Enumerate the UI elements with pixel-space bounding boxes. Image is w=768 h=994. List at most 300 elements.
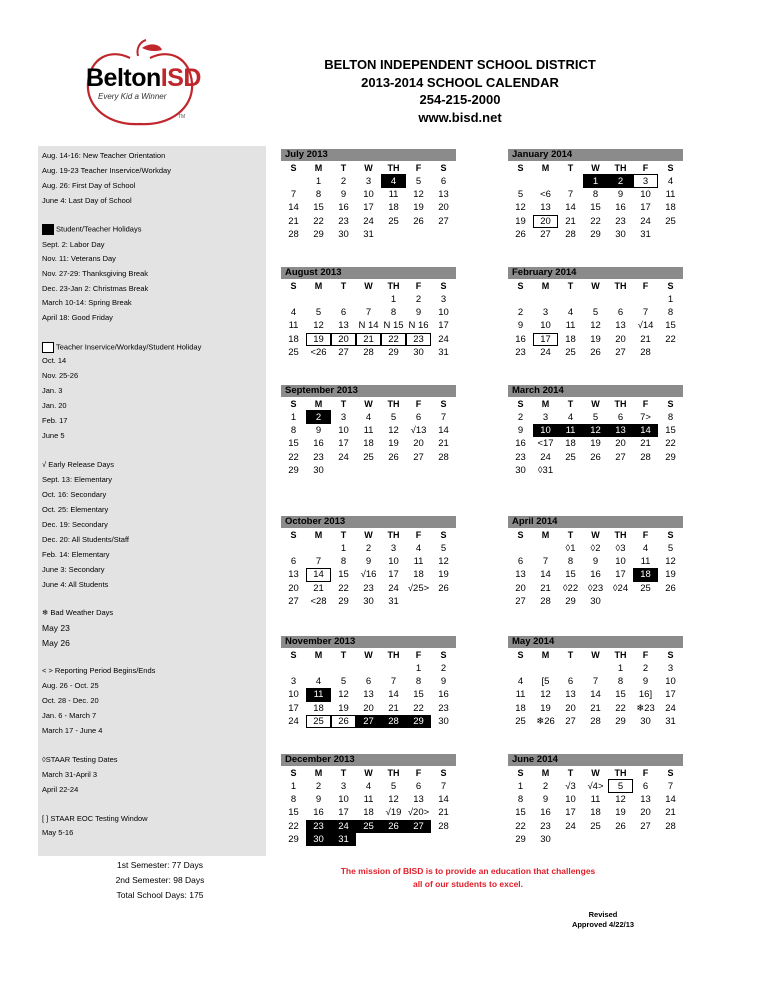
weekday-header: M — [314, 398, 323, 409]
day-cell — [633, 833, 658, 846]
day-cell: 1 — [390, 293, 397, 305]
weekday-header: S — [440, 767, 447, 778]
weekday-header: F — [415, 162, 422, 173]
weekday-header: S — [667, 398, 674, 409]
legend-item — [42, 284, 148, 293]
day-cell: 12 — [438, 555, 449, 567]
legend-item — [42, 371, 78, 380]
weekday-header: TH — [387, 649, 400, 660]
day-cell: 6 — [440, 175, 447, 187]
day-cell: ◊2 — [590, 542, 601, 554]
day-cell: 29 — [338, 596, 349, 608]
day-cell: 28 — [438, 451, 449, 463]
day-cell: 27 — [640, 820, 651, 832]
day-cell: 9 — [642, 675, 649, 687]
weekday-header: F — [642, 649, 649, 660]
day-cell: 2 — [517, 306, 524, 318]
weekday-header: M — [541, 767, 550, 778]
day-cell — [658, 346, 683, 359]
day-cell: 12 — [583, 424, 608, 437]
approved-date: Approved 4/22/13 — [571, 920, 635, 929]
legend-text: Student/Teacher Holidays — [56, 224, 142, 234]
day-cell: 16 — [313, 807, 324, 819]
day-cell: 22 — [665, 438, 676, 450]
day-cell: 21 — [540, 582, 551, 594]
legend-item — [42, 535, 129, 544]
weekday-header: T — [567, 767, 574, 778]
month-calendar — [281, 267, 456, 359]
day-cell — [583, 661, 608, 674]
day-cell: 26 — [590, 451, 601, 463]
day-cell — [633, 292, 658, 305]
day-cell: 25 — [515, 716, 526, 728]
weekday-header: S — [667, 280, 674, 291]
day-cell: 26 — [413, 215, 424, 227]
day-cell: [5 — [541, 675, 550, 687]
day-cell: 14 — [540, 569, 551, 581]
day-cell: 18 — [288, 333, 299, 345]
day-cell: √25> — [407, 582, 430, 594]
day-cell: 24 — [640, 215, 651, 227]
legend-item — [42, 580, 108, 589]
day-cell: 18 — [633, 568, 658, 581]
day-cell — [508, 541, 533, 554]
day-cell: ◊22 — [562, 582, 579, 594]
day-cell: 20 — [565, 702, 576, 714]
legend-item — [42, 785, 78, 794]
day-cell: 3 — [542, 411, 549, 423]
day-cell: 14 — [565, 202, 576, 214]
day-cell — [431, 228, 456, 241]
day-cell: 6 — [617, 306, 624, 318]
mission-line-2: all of our students to excel. — [412, 879, 524, 889]
day-cell: 21 — [288, 215, 299, 227]
day-cell: 17 — [338, 438, 349, 450]
day-cell: 10 — [338, 424, 349, 436]
day-cell: 11 — [288, 320, 299, 332]
day-cell — [533, 661, 558, 674]
weekday-header: TH — [614, 767, 627, 778]
day-cell: 19 — [665, 569, 676, 581]
day-cell: 30 — [615, 229, 626, 241]
month-calendar — [508, 149, 683, 241]
day-cell: 6 — [567, 675, 574, 687]
weekday-header: F — [415, 280, 422, 291]
weekday-header: TH — [614, 529, 627, 540]
day-cell: 27 — [438, 215, 449, 227]
day-cell: 3 — [390, 542, 397, 554]
weekday-header: T — [340, 767, 347, 778]
legend-text: Aug. 26: First Day of School — [42, 181, 136, 190]
district-name: BELTON INDEPENDENT SCHOOL DISTRICT — [324, 57, 596, 72]
legend-item — [42, 342, 201, 353]
month-calendar — [281, 516, 456, 608]
day-cell: 25 — [356, 820, 381, 833]
day-cell — [633, 464, 658, 477]
day-cell: 12 — [388, 424, 399, 436]
day-cell: 11 — [665, 188, 676, 200]
day-cell: 5 — [592, 411, 599, 423]
day-cell: 7 — [365, 306, 372, 318]
semester-2-total: 2nd Semester: 98 Days — [115, 875, 205, 885]
day-cell: ◊3 — [615, 542, 626, 554]
legend-item — [42, 505, 108, 514]
legend-text: Nov. 27-29: Thanksgiving Break — [42, 269, 149, 278]
legend-text: Feb. 17 — [42, 416, 68, 425]
day-cell: 31 — [640, 229, 651, 241]
weekday-header: S — [290, 280, 297, 291]
day-cell: 13 — [363, 689, 374, 701]
weekday-header: F — [642, 398, 649, 409]
day-cell — [356, 292, 381, 305]
day-cell: 21 — [640, 333, 651, 345]
day-cell: 4 — [365, 780, 372, 792]
day-cell: 20 — [615, 333, 626, 345]
day-cell: 2 — [315, 780, 322, 792]
day-cell — [558, 464, 583, 477]
weekday-header: S — [290, 398, 297, 409]
day-cell: 26 — [381, 820, 406, 833]
day-cell: 26 — [388, 451, 399, 463]
day-cell: 2 — [608, 174, 633, 187]
day-cell: 23 — [615, 215, 626, 227]
legend-item — [42, 770, 97, 779]
day-cell: 30 — [540, 834, 551, 846]
weekday-header: W — [364, 649, 373, 660]
day-cell: 31 — [438, 347, 449, 359]
day-cell: 29 — [388, 347, 399, 359]
day-cell — [381, 661, 406, 674]
day-cell — [381, 228, 406, 241]
weekday-header: T — [340, 649, 347, 660]
day-cell: 21 — [665, 807, 676, 819]
day-cell: 10 — [288, 689, 299, 701]
day-cell: 9 — [517, 320, 524, 332]
day-cell: 3 — [365, 175, 372, 187]
day-cell: 20 — [615, 438, 626, 450]
legend-text: [ ] STAAR EOC Testing Window — [42, 814, 148, 823]
day-cell: 19 — [615, 807, 626, 819]
day-cell: 3 — [542, 306, 549, 318]
day-cell: 7 — [567, 188, 574, 200]
weekday-header: T — [340, 529, 347, 540]
legend-text: Sept. 13: Elementary — [42, 475, 113, 484]
day-cell — [406, 464, 431, 477]
weekday-header: T — [340, 280, 347, 291]
day-cell: <28 — [310, 596, 327, 608]
day-cell: 19 — [590, 333, 601, 345]
weekday-header: W — [591, 649, 600, 660]
day-cell: 10 — [388, 555, 399, 567]
day-cell: 9 — [365, 555, 372, 567]
day-cell: 11 — [565, 320, 576, 332]
day-cell: N 15 — [383, 320, 404, 332]
day-cell: 21 — [565, 215, 576, 227]
weekday-header: S — [517, 649, 524, 660]
day-cell: 24 — [331, 820, 356, 833]
day-cell: 30 — [306, 833, 331, 846]
day-cell — [608, 292, 633, 305]
day-cell: 29 — [406, 715, 431, 728]
legend-text: Jan. 6 - March 7 — [42, 711, 97, 720]
month-calendar — [508, 385, 683, 477]
day-cell: 8 — [290, 424, 297, 436]
day-cell: 7 — [390, 675, 397, 687]
legend-item — [42, 696, 99, 705]
day-cell: 16 — [590, 569, 601, 581]
day-cell: 12 — [615, 793, 626, 805]
day-cell — [431, 464, 456, 477]
day-cell: 26 — [438, 582, 449, 594]
day-cell — [658, 464, 683, 477]
day-cell: 23 — [306, 820, 331, 833]
day-cell: 8 — [390, 306, 397, 318]
weekday-header: F — [415, 649, 422, 660]
day-cell: 3 — [667, 662, 674, 674]
legend-text: < > Reporting Period Begins/Ends — [42, 666, 156, 675]
day-cell: 21 — [438, 807, 449, 819]
legend-text: Oct. 28 - Dec. 20 — [42, 696, 99, 705]
legend-item — [42, 623, 70, 633]
day-cell: √3 — [565, 780, 576, 792]
month-title: April 2014 — [508, 516, 683, 528]
weekday-header: W — [364, 398, 373, 409]
legend-item — [42, 460, 114, 469]
day-cell: 7 — [542, 555, 549, 567]
weekday-header: S — [517, 280, 524, 291]
day-cell — [281, 292, 306, 305]
day-cell: 9 — [517, 424, 524, 436]
legend-item — [42, 431, 65, 440]
day-cell: 27 — [615, 451, 626, 463]
day-cell — [508, 174, 533, 187]
day-cell — [306, 292, 331, 305]
weekday-header: S — [290, 649, 297, 660]
logo-trademark: TM — [178, 114, 186, 120]
outline-square-icon — [42, 342, 54, 353]
day-cell: 14 — [633, 424, 658, 437]
weekday-header: S — [517, 529, 524, 540]
day-cell: 3 — [440, 293, 447, 305]
weekday-header: W — [591, 767, 600, 778]
legend-item — [42, 254, 116, 263]
day-cell: 24 — [565, 820, 576, 832]
day-cell: 13 — [413, 793, 424, 805]
day-cell: 10 — [540, 320, 551, 332]
day-cell: 10 — [363, 188, 374, 200]
day-cell: 12 — [515, 202, 526, 214]
day-cell: 7 — [440, 780, 447, 792]
day-cell: 18 — [413, 569, 424, 581]
weekday-header: TH — [614, 280, 627, 291]
day-cell: 5 — [340, 675, 347, 687]
legend-text: Dec. 19: Secondary — [42, 520, 108, 529]
day-cell: √14 — [637, 320, 654, 332]
legend-text: April 22-24 — [42, 785, 79, 794]
day-cell: ◊23 — [587, 582, 604, 594]
day-cell: 4 — [567, 306, 574, 318]
legend-item — [42, 814, 148, 823]
day-cell: 21 — [313, 582, 324, 594]
day-cell: 13 — [515, 569, 526, 581]
day-cell: 20 — [288, 582, 299, 594]
day-cell: 19 — [438, 569, 449, 581]
weekday-header: W — [364, 162, 373, 173]
day-cell: 4 — [290, 306, 297, 318]
weekday-header: M — [541, 280, 550, 291]
day-cell — [356, 833, 381, 846]
day-cell: 14 — [388, 689, 399, 701]
day-cell: 11 — [363, 793, 374, 805]
mission-statement — [330, 865, 606, 891]
day-cell: 17 — [288, 702, 299, 714]
day-cell: 12 — [540, 689, 551, 701]
day-cell: 14 — [438, 424, 449, 436]
day-cell — [558, 661, 583, 674]
day-cell: 18 — [313, 702, 324, 714]
legend-item — [42, 196, 132, 205]
legend-text: June 4: All Students — [42, 580, 109, 589]
day-cell: 9 — [315, 424, 322, 436]
day-cell: 19 — [306, 333, 331, 346]
day-cell: 2 — [542, 780, 549, 792]
day-cell — [658, 833, 683, 846]
day-cell: 10 — [615, 555, 626, 567]
legend-item — [42, 416, 67, 425]
day-cell: 23 — [313, 451, 324, 463]
day-cell: 13 — [338, 320, 349, 332]
day-cell: 27 — [338, 347, 349, 359]
day-cell: 5 — [592, 306, 599, 318]
weekday-header: W — [364, 767, 373, 778]
day-cell: 28 — [363, 347, 374, 359]
mission-line-1: The mission of BISD is to provide an education that challenges — [340, 866, 596, 876]
month-title: January 2014 — [508, 149, 683, 161]
day-cell: 2 — [306, 410, 331, 423]
month-title: July 2013 — [281, 149, 456, 161]
weekday-header: F — [415, 529, 422, 540]
legend-item — [42, 608, 113, 617]
calendar-title: 2013-2014 SCHOOL CALENDAR — [361, 74, 559, 90]
day-cell: 10 — [640, 188, 651, 200]
day-cell: 28 — [665, 820, 676, 832]
day-cell: 9 — [415, 306, 422, 318]
weekday-header: W — [364, 280, 373, 291]
day-cell: √16 — [360, 569, 377, 581]
day-cell: 11 — [388, 188, 399, 200]
day-cell: 22 — [313, 215, 324, 227]
day-cell: 25 — [640, 582, 651, 594]
weekday-header: S — [440, 529, 447, 540]
day-cell: 23 — [363, 582, 374, 594]
day-cell: 7 — [592, 675, 599, 687]
legend-item — [42, 475, 112, 484]
day-cell: 14 — [288, 202, 299, 214]
weekday-header: S — [667, 649, 674, 660]
day-cell: 2 — [365, 542, 372, 554]
day-cell: 16 — [438, 689, 449, 701]
weekday-header: W — [591, 529, 600, 540]
day-cell: 31 — [388, 596, 399, 608]
revision-note — [548, 910, 658, 930]
day-cell: 15 — [288, 438, 299, 450]
legend-item — [42, 726, 102, 735]
day-cell: 4 — [415, 542, 422, 554]
day-cell: 15 — [590, 202, 601, 214]
day-cell: 1 — [340, 542, 347, 554]
month-title: December 2013 — [281, 754, 456, 766]
weekday-header: S — [667, 162, 674, 173]
day-cell: 13 — [540, 202, 551, 214]
day-cell: 27 — [413, 451, 424, 463]
day-cell: 5 — [608, 779, 633, 792]
legend-text: April 18: Good Friday — [42, 313, 113, 322]
legend-item — [42, 666, 155, 675]
day-cell: 21 — [438, 438, 449, 450]
day-cell — [583, 292, 608, 305]
legend-panel — [38, 146, 266, 856]
day-cell: 9 — [617, 188, 624, 200]
day-cell: 29 — [515, 834, 526, 846]
legend-item — [42, 356, 66, 365]
day-cell — [281, 174, 306, 187]
day-cell: 19 — [388, 438, 399, 450]
day-cell: 12 — [665, 555, 676, 567]
weekday-header: S — [290, 529, 297, 540]
day-cell: 31 — [331, 833, 356, 846]
legend-item — [42, 151, 165, 160]
day-cell: 17 — [665, 689, 676, 701]
black-square-icon — [42, 224, 54, 235]
day-cell: 7 — [315, 555, 322, 567]
day-cell: 1 — [583, 174, 608, 187]
day-cell: 6 — [365, 675, 372, 687]
weekday-header: W — [591, 162, 600, 173]
day-cell: 16 — [540, 807, 551, 819]
day-cell: 22 — [381, 333, 406, 346]
day-cell: 30 — [363, 596, 374, 608]
day-cell: 10 — [565, 793, 576, 805]
day-cell — [533, 174, 558, 187]
day-cell: 11 — [515, 689, 526, 701]
day-cell: 24 — [338, 451, 349, 463]
month-calendar — [508, 267, 683, 359]
day-cell: 4 — [381, 174, 406, 187]
day-cell: 30 — [590, 596, 601, 608]
day-cell: 29 — [615, 716, 626, 728]
day-cell: 5 — [315, 306, 322, 318]
day-cell: 22 — [515, 820, 526, 832]
day-cell: √4> — [587, 780, 604, 792]
day-cell: 6 — [340, 306, 347, 318]
legend-text: Sept. 2: Labor Day — [42, 240, 105, 249]
day-cell: 24 — [540, 347, 551, 359]
day-cell: 27 — [540, 229, 551, 241]
website-url: www.bisd.net — [418, 109, 502, 125]
day-cell: 21 — [590, 702, 601, 714]
legend-item — [42, 550, 110, 559]
day-cell: 13 — [608, 424, 633, 437]
day-cell: 24 — [540, 451, 551, 463]
legend-text: March 10-14: Spring Break — [42, 298, 132, 307]
day-cell: 11 — [413, 555, 424, 567]
weekday-header: S — [440, 280, 447, 291]
day-cell: 1 — [617, 662, 624, 674]
day-cell: 8 — [667, 306, 674, 318]
day-cell: 3 — [633, 174, 658, 187]
day-cell: 5 — [415, 175, 422, 187]
weekday-header: T — [567, 649, 574, 660]
